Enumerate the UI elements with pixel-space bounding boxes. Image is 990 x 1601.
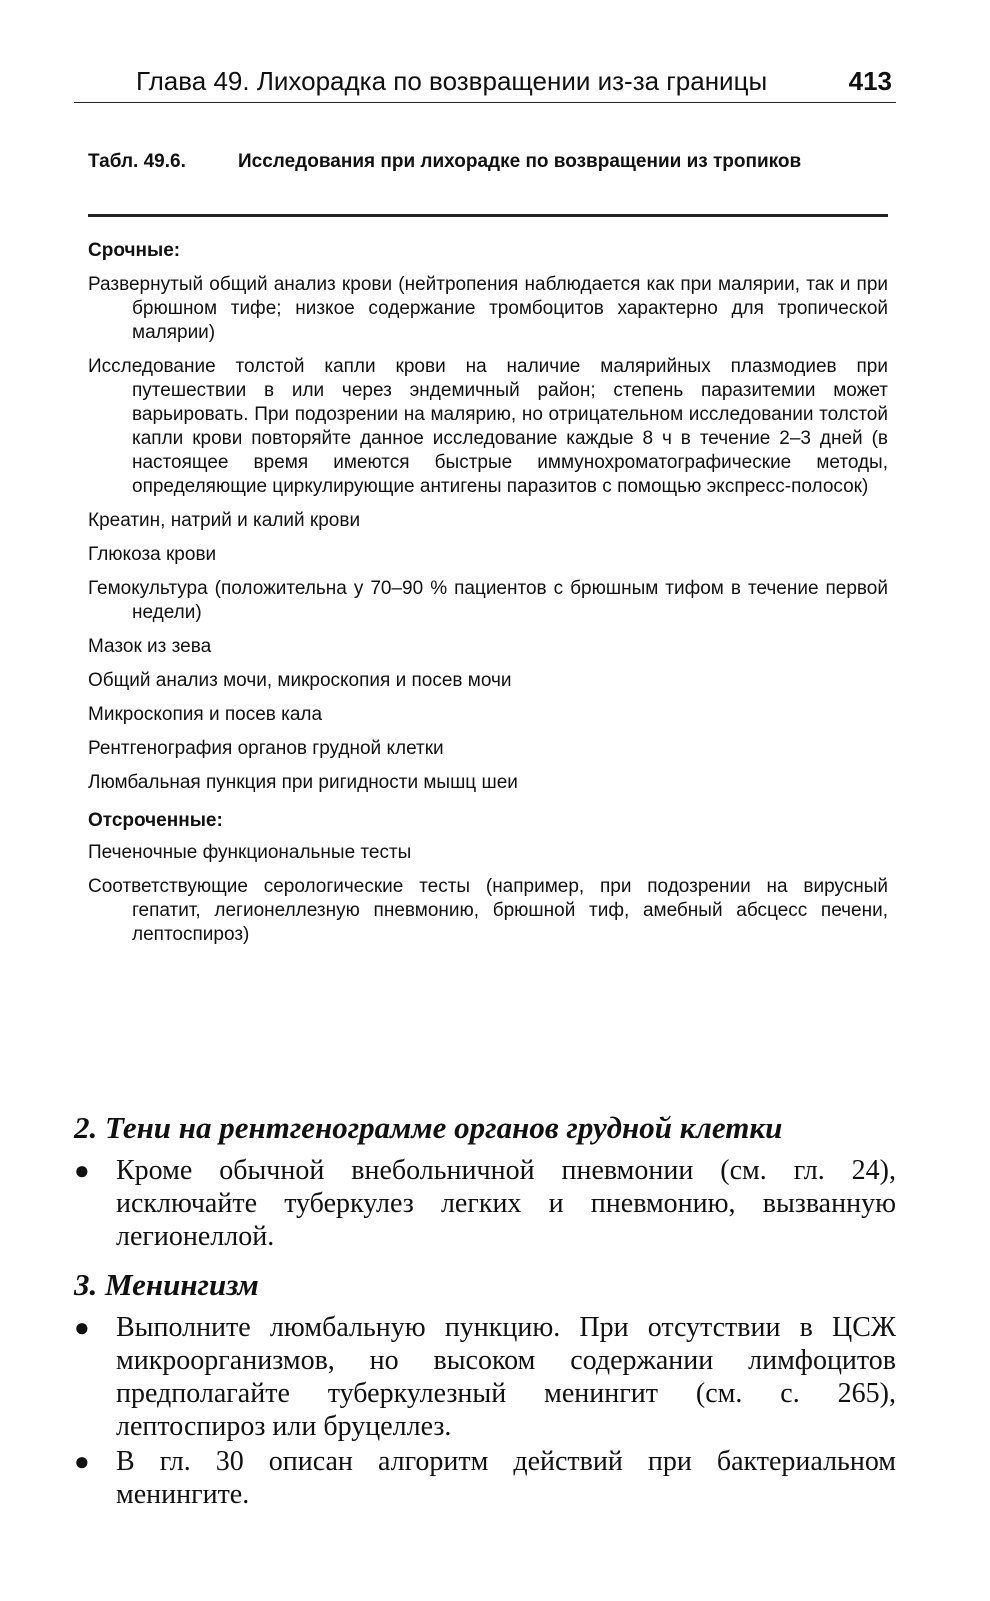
list-item: Глюкоза крови <box>88 544 217 565</box>
bullet-icon: ● <box>74 1313 90 1342</box>
list-item: Креатин, натрий и калий крови <box>88 510 361 531</box>
urgent-heading: Срочные: <box>88 240 181 261</box>
table-49-6 <box>88 150 888 957</box>
table-number: Табл. 49.6. <box>88 151 186 172</box>
section-chest-xray <box>74 1108 896 1255</box>
list-item: Гемокультура (положительна у 70–90 % пациентов с брюшным тифом в течение первой недели) <box>88 578 888 623</box>
bullet-list <box>74 1154 896 1253</box>
bullet-text: Кроме обычной внебольничной пневмонии (см. гл. 24), исключайте туберкулез легких и пневмонию, вызванную легионеллой. <box>116 1155 896 1252</box>
list-item: Печеночные функциональные тесты <box>88 842 412 863</box>
delayed-tests-list <box>88 841 888 947</box>
section-title: 2. Тени на рентгенограмме органов грудной клетки <box>74 1110 783 1145</box>
list-item <box>74 1154 896 1253</box>
bullet-text: Выполните люмбальную пункцию. При отсутствии в ЦСЖ микроорганизмов, но высоком содержании лимфоцитов предполагайте туберкулезный менингит (см. с. 265), лептоспироз или бруцеллез. <box>116 1312 896 1442</box>
list-item: Общий анализ мочи, микроскопия и посев мочи <box>88 670 512 691</box>
delayed-heading: Отсроченные: <box>88 810 223 831</box>
bullet-icon: ● <box>74 1156 90 1185</box>
bullet-icon: ● <box>74 1447 90 1476</box>
bullet-text: В гл. 30 описан алгоритм действий при бактериальном менингите. <box>116 1446 896 1510</box>
table-caption <box>88 150 888 208</box>
list-item: Мазок из зева <box>88 636 212 657</box>
table-rule <box>88 214 888 217</box>
list-item <box>74 1445 896 1511</box>
section-meningism <box>74 1265 896 1513</box>
running-header <box>74 62 896 103</box>
chapter-title: Глава 49. Лихорадка по возвращении из-за границы <box>136 66 768 96</box>
page-number: 413 <box>848 66 892 96</box>
list-item: Исследование толстой капли крови на наличие малярийных плазмодиев при путешествии в или через эндемичный район; степень паразитемии может варьировать. При подозрении на малярию, но отрицательном исследовании толстой капли крови повторяйте данное исследование каждые 8 ч в течение 2–3 дней (в настоящее время имеются быстрые иммунохроматографические методы, определяющие циркулирующие антигены паразитов с помощью экспресс-полосок) <box>88 356 888 497</box>
list-item: Люмбальная пункция при ригидности мышц шеи <box>88 772 518 793</box>
bullet-list <box>74 1311 896 1511</box>
urgent-tests-list <box>88 273 888 795</box>
table-title: Исследования при лихорадке по возвращении из тропиков <box>238 151 802 172</box>
list-item: Соответствующие серологические тесты (например, при подозрении на вирусный гепатит, легионеллезную пневмонию, брюшной тиф, амебный абсцесс печени, лептоспироз) <box>88 876 888 945</box>
list-item <box>74 1311 896 1443</box>
list-item: Рентгенография органов грудной клетки <box>88 738 444 759</box>
list-item: Развернутый общий анализ крови (нейтропения наблюдается как при малярии, так и при брюшном тифе; низкое содержание тромбоцитов характерно для тропической малярии) <box>88 274 888 343</box>
list-item: Микроскопия и посев кала <box>88 704 323 725</box>
section-title: 3. Менингизм <box>74 1267 259 1302</box>
